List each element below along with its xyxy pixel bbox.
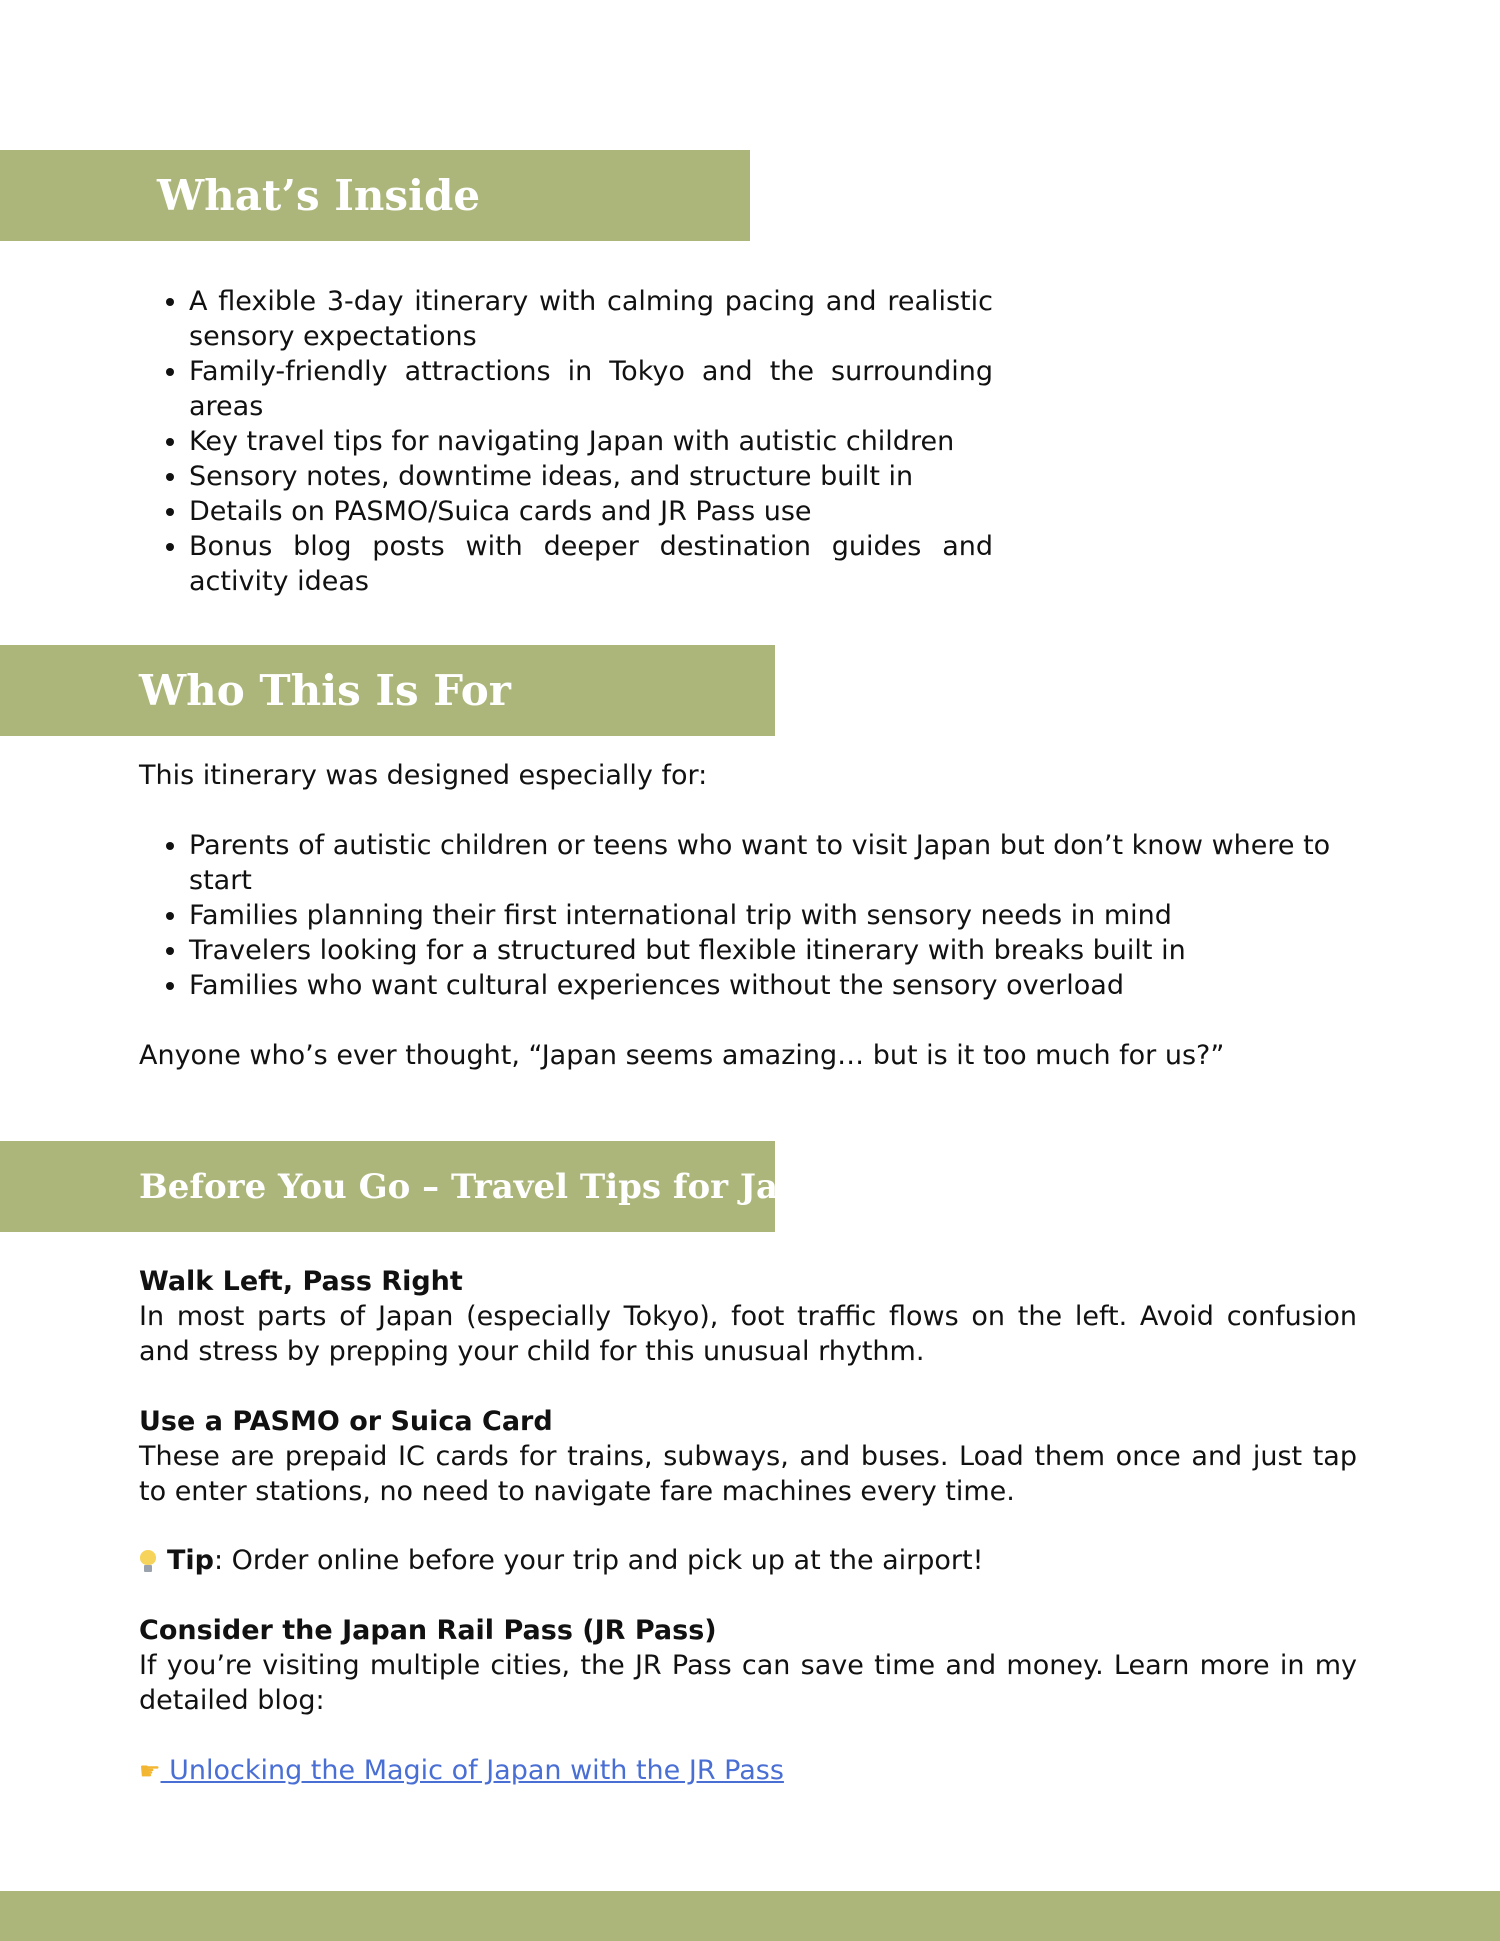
tip-heading: Consider the Japan Rail Pass (JR Pass) [139, 1615, 717, 1646]
whats-inside-list [139, 284, 993, 599]
list-item: • A flexible 3-day itinerary with calming pacing and realistic sensory expectations [189, 284, 993, 354]
tip-body: These are prepaid IC cards for trains, subways, and buses. Load them once and just tap to enter stations, no need to navigate fare machines every time. [139, 1441, 1357, 1507]
list-item: • Parents of autistic children or teens who want to visit Japan but don’t know where to start [189, 828, 1369, 898]
section-header-before-you-go [0, 1141, 849, 1232]
jr-pass-blog-link[interactable]: Unlocking the Magic of Japan with the JR Pass [160, 1755, 784, 1786]
who-this-is-for-list [139, 828, 1369, 1003]
blog-link-line [139, 1753, 1357, 1789]
list-item: • Travelers looking for a structured but flexible itinerary with breaks built in [189, 933, 1369, 968]
lightbulb-icon [139, 1550, 157, 1572]
tip-body: In most parts of Japan (especially Tokyo), foot traffic flows on the left. Avoid confusion and stress by prepping your child for this unusual rhythm. [139, 1301, 1357, 1367]
tip-jr-pass [139, 1613, 1357, 1718]
who-closing-text: Anyone who’s ever thought, “Japan seems amazing… but is it too much for us?” [139, 1040, 1225, 1071]
tip-heading: Walk Left, Pass Right [139, 1266, 463, 1297]
pointing-hand-icon: ☛ [139, 1757, 161, 1785]
list-item: • Key travel tips for navigating Japan with autistic children [189, 424, 993, 459]
section-header-whats-inside [0, 150, 750, 241]
tip-walk-left [139, 1264, 1357, 1369]
tip-ic-card [139, 1404, 1357, 1509]
section-title: Who This Is For [139, 666, 511, 715]
who-intro-text: This itinerary was designed especially for: [139, 760, 708, 791]
tip-body: : Order online before your trip and pick up at the airport! [214, 1545, 984, 1576]
list-item: • Details on PASMO/Suica cards and JR Pass use [189, 494, 993, 529]
list-item: • Family-friendly attractions in Tokyo and the surrounding areas [189, 354, 993, 424]
tip-body: If you’re visiting multiple cities, the JR Pass can save time and money. Learn more in my detailed blog: [139, 1650, 1357, 1716]
footer-bar [0, 1891, 1500, 1941]
tip-label: Tip [167, 1545, 214, 1576]
tip-heading: Use a PASMO or Suica Card [139, 1406, 553, 1437]
list-item: • Bonus blog posts with deeper destination guides and activity ideas [189, 529, 993, 599]
section-header-who-this-is-for [0, 645, 775, 736]
list-item: • Families who want cultural experiences without the sensory overload [189, 968, 1369, 1003]
section-title: What’s Inside [157, 171, 481, 220]
list-item: • Sensory notes, downtime ideas, and structure built in [189, 459, 993, 494]
tip-order-online [139, 1543, 1357, 1578]
list-item: • Families planning their first international trip with sensory needs in mind [189, 898, 1369, 933]
section-title: Before You Go – Travel Tips for Japan [139, 1166, 849, 1207]
